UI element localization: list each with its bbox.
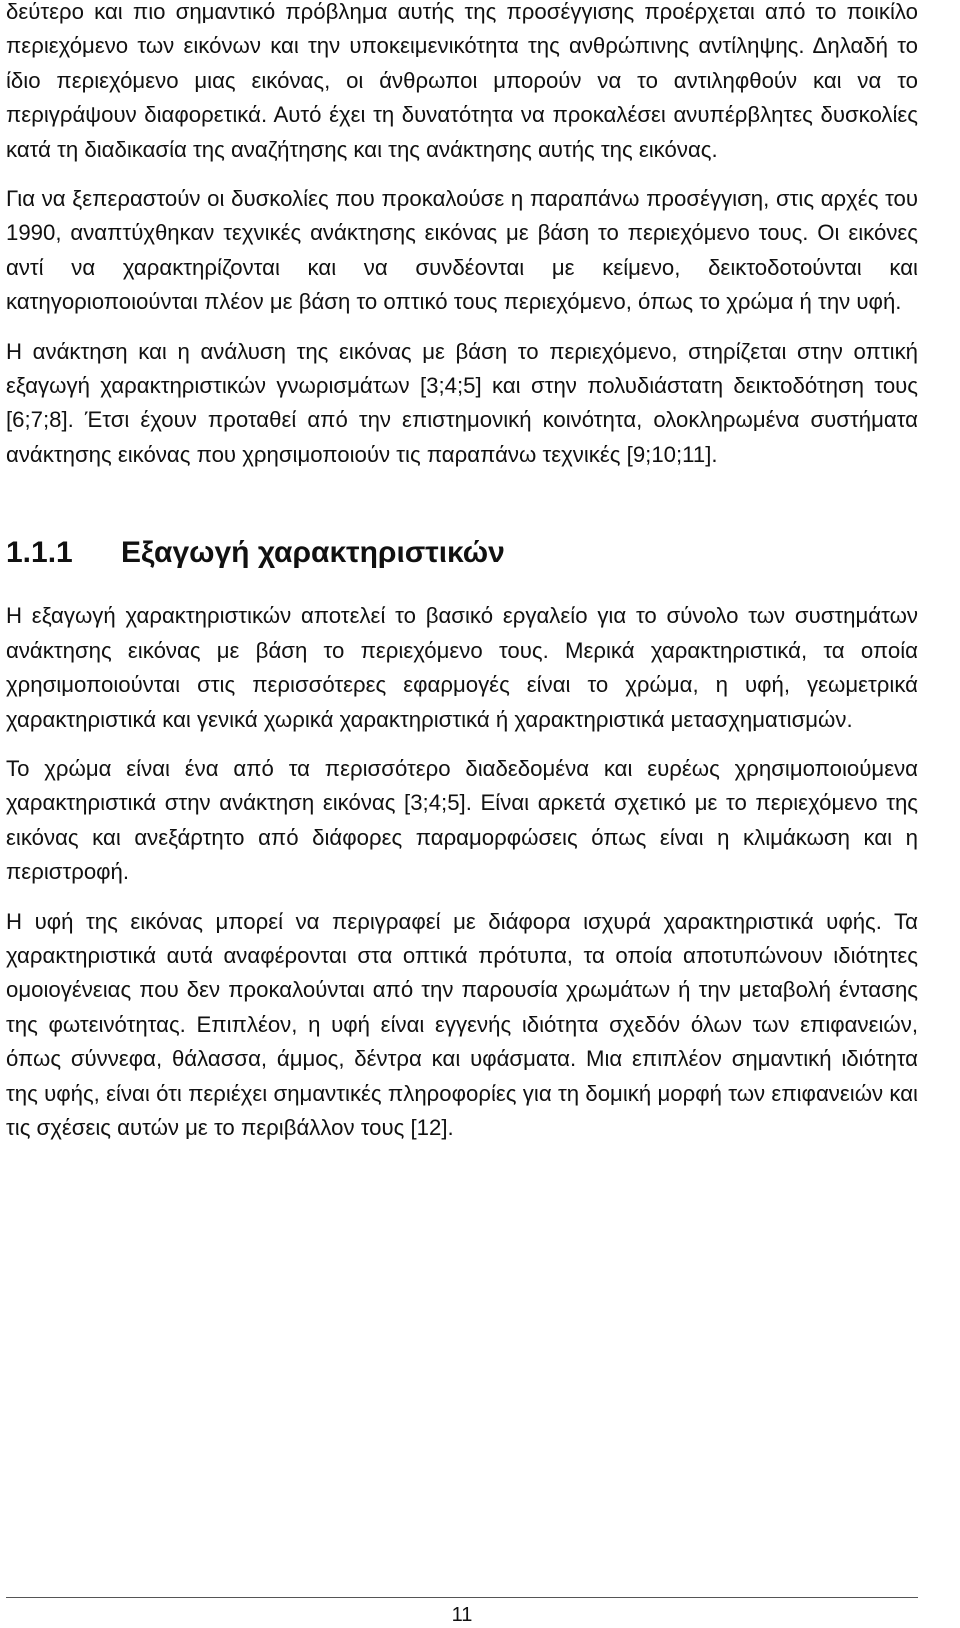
paragraph-image-description-problems: δεύτερο και πιο σημαντικό πρόβλημα αυτής της προσέγγισης προέρχεται από το ποικίλο περιεχόμενο των εικόνων και την υποκειμενικότητα της ανθρώπινης αντίληψης. Δηλαδή το ίδιο περιεχόμενο μιας εικόνας, οι άνθρωποι μπορούν να το αντιληφθούν και να το περιγράψουν διαφορετικά. Αυτό έχει τη δυνατότητα να προκαλέσει ανυπέρβλητες δυσκολίες κατά τη διαδικασία της αναζήτησης και της ανάκτησης αυτής της εικόνας.	[6, 0, 918, 162]
paragraph-feature-extraction-indexing: Η ανάκτηση και η ανάλυση της εικόνας με βάση το περιεχόμενο, στηρίζεται στην οπτική εξαγωγή χαρακτηριστικών γνωρισμάτων [3;4;5] και στην πολυδιάστατη δεικτοδότηση τους [6;7;8]. Έτσι έχουν προταθεί από την επιστημονική κοινότητα, ολοκληρωμένα συστήματα ανάκτησης εικόνας που χρησιμοποιούν τις παραπάνω τεχνικές [9;10;11].	[6, 338, 918, 467]
paragraph-color-feature: Το χρώμα είναι ένα από τα περισσότερο διαδεδομένα και ευρέως χρησιμοποιούμενα χαρακτηριστικά στην ανάκτηση εικόνας [3;4;5]. Είναι αρκετά σχετικό με το περιεχόμενο της εικόνας και ανεξάρτητο από διάφορες παραμορφώσεις όπως είναι η κλιμάκωση και η περιστροφή.	[6, 755, 918, 885]
paragraph-texture-feature: Η υφή της εικόνας μπορεί να περιγραφεί με διάφορα ισχυρά χαρακτηριστικά υφής. Τα χαρακτηριστικά αυτά αναφέρονται στα οπτικά πρότυπα, τα οποία αποτυπώνουν ιδιότητες ομοιογένειας που δεν προκαλούνται από την παρουσία χρωμάτων ή την μεταβολή έντασης της φωτεινότητας. Επιπλέον, η υφή είναι εγγενής ιδιότητα σχεδόν όλων των επιφανειών, όπως σύννεφα, θάλασσα, άμμος, δέντρα και υφάσματα. Μια επιπλέον σημαντική ιδιότητα της υφής, είναι ότι περιέχει σημαντικές πληροφορίες για τη δομική μορφή των επιφανειών και τις σχέσεις αυτών με το περιβάλλον τους [12].	[6, 908, 918, 1140]
paragraph-feature-extraction-intro: Η εξαγωγή χαρακτηριστικών αποτελεί το βασικό εργαλείο για το σύνολο των συστημάτων ανάκτησης εικόνας με βάση το περιεχόμενο τους. Μερικά χαρακτηριστικά, τα οποία χρησιμοποιούνται στις περισσότερες εφαρμογές είναι το χρώμα, η υφή, γεωμετρικά χαρακτηριστικά και γενικά χωρικά χαρακτηριστικά ή χαρακτηριστικά μετασχηματισμών.	[6, 603, 918, 732]
section-heading	[6, 533, 918, 573]
section-title: Εξαγωγή χαρακτηριστικών	[121, 536, 505, 570]
section-number: 1.1.1	[6, 536, 73, 570]
page-number: 11	[451, 1604, 473, 1626]
paragraph-content-based-techniques: Για να ξεπεραστούν οι δυσκολίες που προκαλούσε η παραπάνω προσέγγιση, στις αρχές του 1990, αναπτύχθηκαν τεχνικές ανάκτησης εικόνας με βάση το περιεχόμενο τους. Οι εικόνες αντί να χαρακτηρίζονται και να συνδέονται με κείμενο, δεικτοδοτούνται και κατηγοριοποιούνται πλέον με βάση το οπτικό τους περιεχόμενο, όπως το χρώμα ή την υφή.	[6, 186, 918, 315]
page-content	[6, 0, 918, 1145]
footer-rule	[6, 1597, 918, 1598]
page-footer	[0, 1597, 960, 1628]
